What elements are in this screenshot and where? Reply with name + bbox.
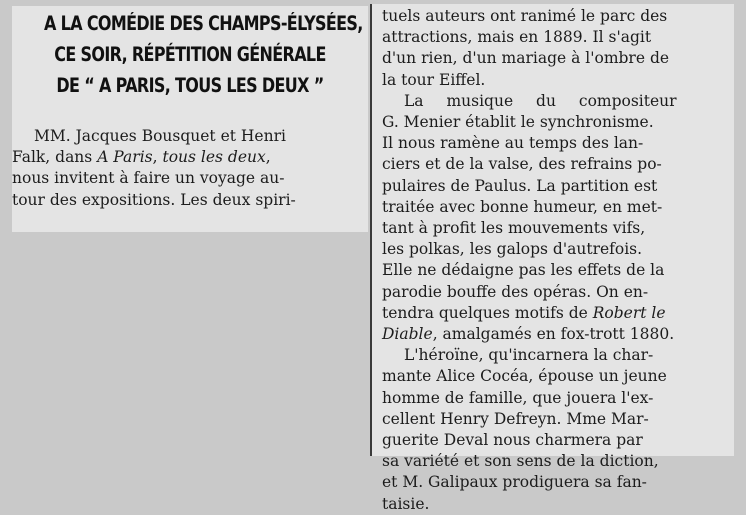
text-line: Il nous ramène au temps des lan- <box>382 134 644 153</box>
text-line: La musique du compositeur <box>404 91 677 110</box>
title-italic: Robert le <box>592 303 666 322</box>
title-italic: A Paris <box>97 148 153 167</box>
text-line: MM. Jacques Bousquet et Henri <box>34 127 286 145</box>
text-line: tour des expositions. Les deux spiri- <box>12 190 296 209</box>
headline-line-1: A LA COMÉDIE DES CHAMPS-ÉLYSÉES, <box>44 12 363 35</box>
text-line: pulaires de Paulus. La partition est <box>382 176 658 195</box>
text-line: taisie. <box>382 494 430 513</box>
article-headline <box>44 8 363 101</box>
column-rule <box>370 4 372 456</box>
text-line: cellent Henry Defreyn. Mme Mar- <box>382 409 649 428</box>
intro-paragraph <box>12 126 364 211</box>
text-line: les polkas, les galops d'autrefois. <box>382 240 643 259</box>
text-line: traitée avec bonne humeur, en met- <box>382 197 663 216</box>
text-line: guerite Deval nous charmera par <box>382 431 643 450</box>
text-line: nous invitent à faire un voyage au- <box>12 169 285 188</box>
text-line: la tour Eiffel. <box>382 70 486 89</box>
text-line: tant à profit les mouvements vifs, <box>382 219 646 238</box>
text-line: Diable, amalgamés en fox-trott 1880. <box>382 325 675 344</box>
title-italic: Diable <box>382 325 433 344</box>
text-line: Elle ne dédaigne pas les effets de la <box>382 261 665 280</box>
title-italic: tous les deux <box>162 148 266 167</box>
text-line: tendra quelques motifs de Robert le <box>382 303 666 322</box>
text-line: ciers et de la valse, des refrains po- <box>382 155 662 174</box>
text-line: Falk, dans A Paris, tous les deux, <box>12 148 271 167</box>
text-line: parodie bouffe des opéras. On en- <box>382 282 649 301</box>
headline-line-3: DE “ A PARIS, TOUS LES DEUX ” <box>56 74 324 97</box>
text-line: G. Menier établit le synchronisme. <box>382 113 654 132</box>
text-line: homme de famille, que jouera l'ex- <box>382 388 654 407</box>
headline-line-2: CE SOIR, RÉPÉTITION GÉNÉRALE <box>54 43 326 66</box>
text-line: d'un rien, d'un mariage à l'ombre de <box>382 49 670 68</box>
text-line: tuels auteurs ont ranimé le parc des <box>382 7 668 25</box>
text-line: attractions, mais en 1889. Il s'agit <box>382 28 652 47</box>
text-line: sa variété et son sens de la diction, <box>382 452 659 471</box>
text-line: et M. Galipaux prodiguera sa fan- <box>382 473 647 492</box>
text-line: L'héroïne, qu'incarnera la char- <box>404 346 654 365</box>
right-column-text <box>382 6 732 515</box>
text-line: mante Alice Cocéa, épouse un jeune <box>382 367 667 386</box>
